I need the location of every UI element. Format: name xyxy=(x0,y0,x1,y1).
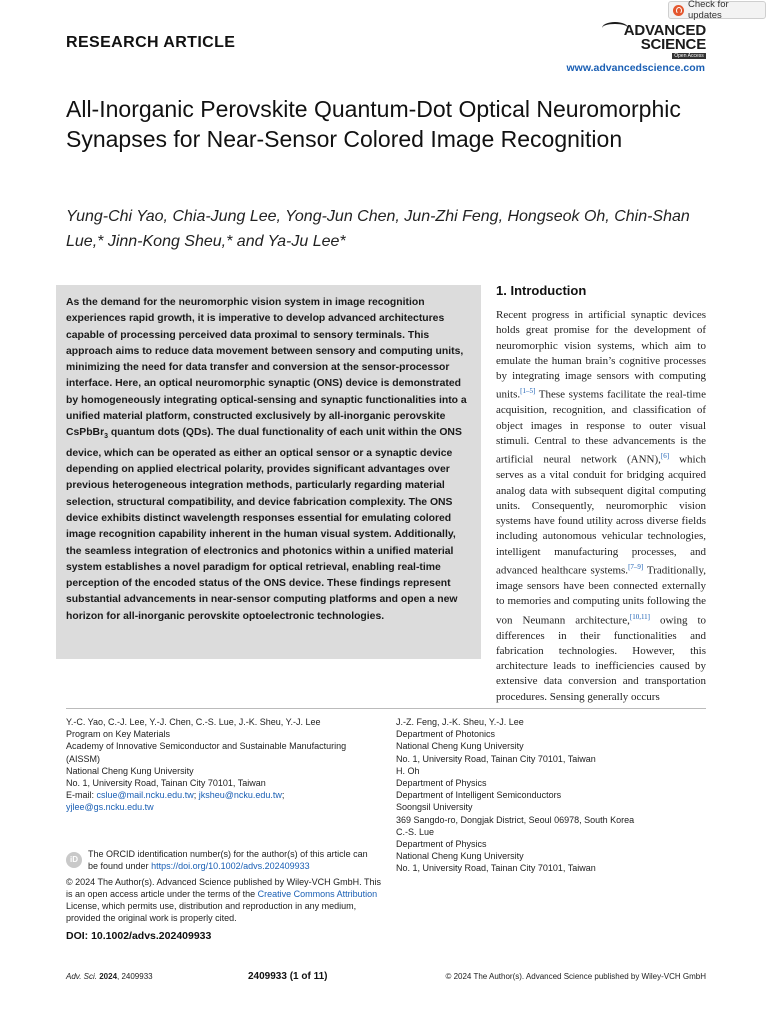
article-title: All-Inorganic Perovskite Quantum-Dot Optical Neuromorphic Synapses for Near-Sensor Colored Image Recognition xyxy=(66,96,681,152)
logo-swoosh-icon xyxy=(602,22,628,34)
affiliations-left xyxy=(66,716,366,814)
check-for-updates-button[interactable] xyxy=(668,1,766,19)
logo-open-access-badge: Open Access xyxy=(672,53,706,59)
license-text-1: © 2024 The Author(s). Advanced Science published by Wiley-VCH GmbH. This is an open access article under the terms of the xyxy=(66,877,381,899)
email-link[interactable]: cslue@mail.ncku.edu.tw xyxy=(96,790,194,801)
affiliation-line: (AISSM) xyxy=(66,753,101,764)
affiliations-right xyxy=(396,716,706,875)
intro-sentence-3: which serves as a vital conduit for bridging acquired analog data with subsequent digital computing units. Consequently, neuromorphic vision systems have found utility across diverse fields including autonomous vehicular technologies, intelligent manufacturing processes, and advanced healthcare systems. xyxy=(496,453,706,577)
check-for-updates-label: Check for updates xyxy=(687,0,729,21)
intro-text xyxy=(496,308,706,705)
email-link[interactable]: jksheu@ncku.edu.tw xyxy=(198,790,282,801)
reference-link[interactable]: [1–5] xyxy=(520,387,536,396)
email-link[interactable]: yjlee@gs.ncku.edu.tw xyxy=(66,802,154,813)
intro-sentence-4: Traditionally, image sensors have been connected externally to memories and computing units following the von Neumann architecture, xyxy=(496,564,706,627)
affiliation-line: No. 1, University Road, Tainan City 70101, Taiwan xyxy=(66,778,266,789)
intro-sentence-1: Recent progress in artificial synaptic devices holds great promise for the development of neuromorphic vision systems, which aim to emulate the human brain’s cognitive processes by integrating image sensors with computing units. xyxy=(496,309,706,402)
crossmark-icon xyxy=(673,5,684,16)
affiliation-line: H. Oh xyxy=(396,765,420,776)
section-label: RESEARCH ARTICLE xyxy=(66,34,236,51)
affiliation-line: Academy of Innovative Semiconductor and Sustainable Manufacturing xyxy=(66,741,347,752)
license-text-2: License, which permits use, distribution and reproduction in any medium, provided the original work is properly cited. xyxy=(66,901,357,923)
affiliation-line: National Cheng Kung University xyxy=(396,741,524,752)
email-label: E-mail: xyxy=(66,790,97,801)
doi-line: DOI: 10.1002/advs.202409933 xyxy=(66,930,212,942)
footer-year: 2024 xyxy=(99,972,118,981)
footer-copyright: © 2024 The Author(s). Advanced Science published by Wiley-VCH GmbH xyxy=(445,972,706,981)
abstract-box xyxy=(56,285,481,659)
abstract-part1: As the demand for the neuromorphic vision system in image recognition experiences rapid growth, it is imperative to develop advanced architectures capable of processing perceived data proximal to sensory terminals. This approach aims to reduce data movement between sensory and computing units, minimizing the need for data transfer and conversion at the sensor-processor interface. Here, an optical neuromorphic synaptic (ONS) device is demonstrated by homogeneously integrating optical-sensing and synaptic functionalities into a unified material platform, constructed exclusively by all-inorganic perovskite CsPbBr xyxy=(66,297,467,439)
affiliation-line: J.-Z. Feng, J.-K. Sheu, Y.-J. Lee xyxy=(396,717,524,727)
abstract-part2: quantum dots (QDs). The dual functionality of each unit within the ONS device, which can be operated as either an optical sensor or a synaptic device depending on applied electrical polarity, provides significant advantages over previous heterogeneous integration methods, particularly regarding material selection, structural compatibility, and device fabrication complexity. The ONS device exhibits distinct wavelength responses essential for emulating colored image recognition capability inherent in the human visual system. Additionally, the seamless integration of electronics and photonics within a unified material system establishes a novel paradigm for optical retrieval, enabling real-time perception of the encoded status of the ONS device. These findings represent substantial advancements in near-sensor computing platforms and open a new horizon for all-inorganic perovskite optoelectronic technologies. xyxy=(66,427,462,622)
reference-link[interactable]: [7–9] xyxy=(628,563,644,572)
affiliation-line: Soongsil University xyxy=(396,802,473,813)
affiliation-line: Department of Physics xyxy=(396,839,487,850)
intro-sentence-2: These systems facilitate the real-time acquisition, recognition, and classification of object images in response to outer visual stimuli. Central to these advancements is the artificial neural network (ANN), xyxy=(496,389,706,466)
logo-line2: SCIENCE xyxy=(640,36,706,53)
affiliation-line: C.-S. Lue xyxy=(396,826,435,837)
email-line: E-mail: cslue@mail.ncku.edu.tw; jksheu@ncku.edu.tw; xyxy=(66,790,285,801)
affiliation-line: National Cheng Kung University xyxy=(66,765,194,776)
license-note xyxy=(66,876,382,924)
journal-logo xyxy=(600,24,706,59)
orcid-link[interactable]: https://doi.org/10.1002/advs.202409933 xyxy=(151,861,310,871)
email-line xyxy=(66,801,366,813)
author-list: Yung-Chi Yao, Chia-Jung Lee, Yong-Jun Chen, Jun-Zhi Feng, Hongseok Oh, Chin-Shan Lue,* Jinn-Kong Sheu,* and Ya-Ju Lee* xyxy=(66,208,690,250)
affiliation-line: Department of Photonics xyxy=(396,729,496,740)
abstract-subscript: 3 xyxy=(104,433,109,441)
reference-link[interactable]: [10,11] xyxy=(629,612,651,621)
affiliation-line: Department of Physics xyxy=(396,778,487,789)
abstract-text xyxy=(66,295,471,625)
affiliation-line: National Cheng Kung University xyxy=(396,851,524,862)
journal-url-link[interactable]: www.advancedscience.com xyxy=(566,62,705,74)
affiliation-line: No. 1, University Road, Tainan City 70101, Taiwan xyxy=(396,863,596,874)
orcid-icon: iD xyxy=(66,852,82,868)
orcid-note xyxy=(88,848,380,872)
affiliation-line: Department of Intelligent Semiconductors xyxy=(396,790,562,801)
intro-sentence-5: owing to differences in their functionalities and fabrication technologies. However, this architecture leads to inefficiencies caused by extensive data conversion and transportation procedures. Sensing generally occurs xyxy=(496,614,707,703)
creative-commons-link[interactable]: Creative Commons Attribution xyxy=(257,889,378,899)
reference-link[interactable]: [6] xyxy=(660,452,670,461)
intro-heading: 1. Introduction xyxy=(496,283,587,298)
logo-line1: ADVANCED xyxy=(623,22,706,39)
footer-page-number: 2409933 (1 of 11) xyxy=(248,971,328,982)
footer-journal: Adv. Sci. xyxy=(66,972,97,981)
affiliation-line: No. 1, University Road, Tainan City 70101, Taiwan xyxy=(396,753,596,764)
orcid-text: The ORCID identification number(s) for the author(s) of this article can be found under xyxy=(88,849,368,871)
separator-line xyxy=(66,708,706,709)
footer-citation xyxy=(66,972,153,981)
affiliation-names: Y.-C. Yao, C.-J. Lee, Y.-J. Chen, C.-S. Lue, J.-K. Sheu, Y.-J. Lee xyxy=(66,717,321,727)
affiliation-line: 369 Sangdo-ro, Dongjak District, Seoul 06978, South Korea xyxy=(396,814,635,825)
footer-article-no: , 2409933 xyxy=(117,972,153,981)
affiliation-line: Program on Key Materials xyxy=(66,729,171,740)
